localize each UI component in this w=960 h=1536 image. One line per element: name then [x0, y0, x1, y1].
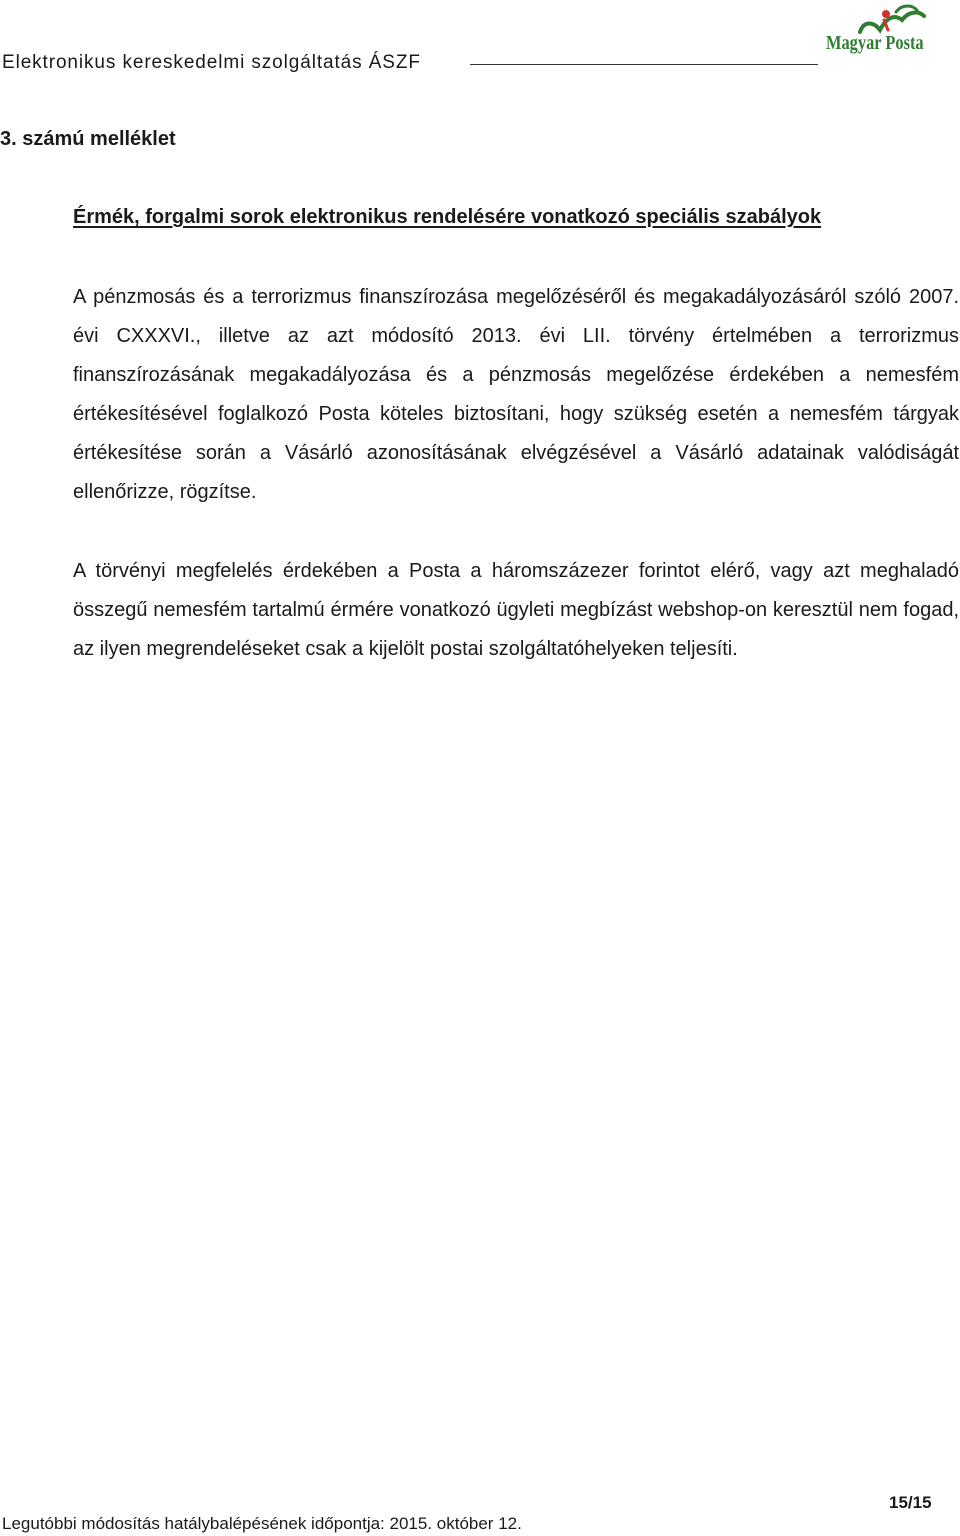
paragraph-regulation: A pénzmosás és a terrorizmus finanszírozása megelőzéséről és megakadályozásáról szóló 2007. évi CXXXVI., illetve az azt módosító 2013. évi LII. törvény értelmében a terrorizmus finanszírozásának megakadályozása és a pénzmosás megelőzése érdekében a nemesfém értékesítésével foglalkozó Posta köteles biztosítani, hogy szükség esetén a nemesfém tárgyak értékesítése során a Vásárló azonosításának elvégzésével a Vásárló adatainak valódiságát ellenőrizze, rögzítse. — [73, 286, 959, 503]
logo-wordmark: Magyar Posta — [826, 32, 924, 54]
annex-title: 3. számú melléklet — [0, 128, 176, 150]
page-header — [0, 0, 960, 80]
footer-effective-date: Legutóbbi módosítás hatálybalépésének időpontja: 2015. október 12. — [2, 1514, 522, 1533]
document-header-title: Elektronikus kereskedelmi szolgáltatás ÁSZF — [2, 52, 421, 73]
posthorn-icon — [856, 2, 930, 36]
page-number: 15/15 — [889, 1493, 932, 1512]
header-divider-line — [470, 64, 818, 65]
paragraph-compliance: A törvényi megfelelés érdekében a Posta a háromszázezer forintot elérő, vagy azt meghaladó összegű nemesfém tartalmú érmére vonatkozó ügyleti megbízást webshop-on keresztül nem fogad, az ilyen megrendeléseket csak a kijelölt postai szolgáltatóhelyeken teljesíti. — [73, 560, 959, 660]
section-heading: Érmék, forgalmi sorok elektronikus rendelésére vonatkozó speciális szabályok — [73, 206, 822, 228]
magyar-posta-logo — [826, 2, 930, 64]
